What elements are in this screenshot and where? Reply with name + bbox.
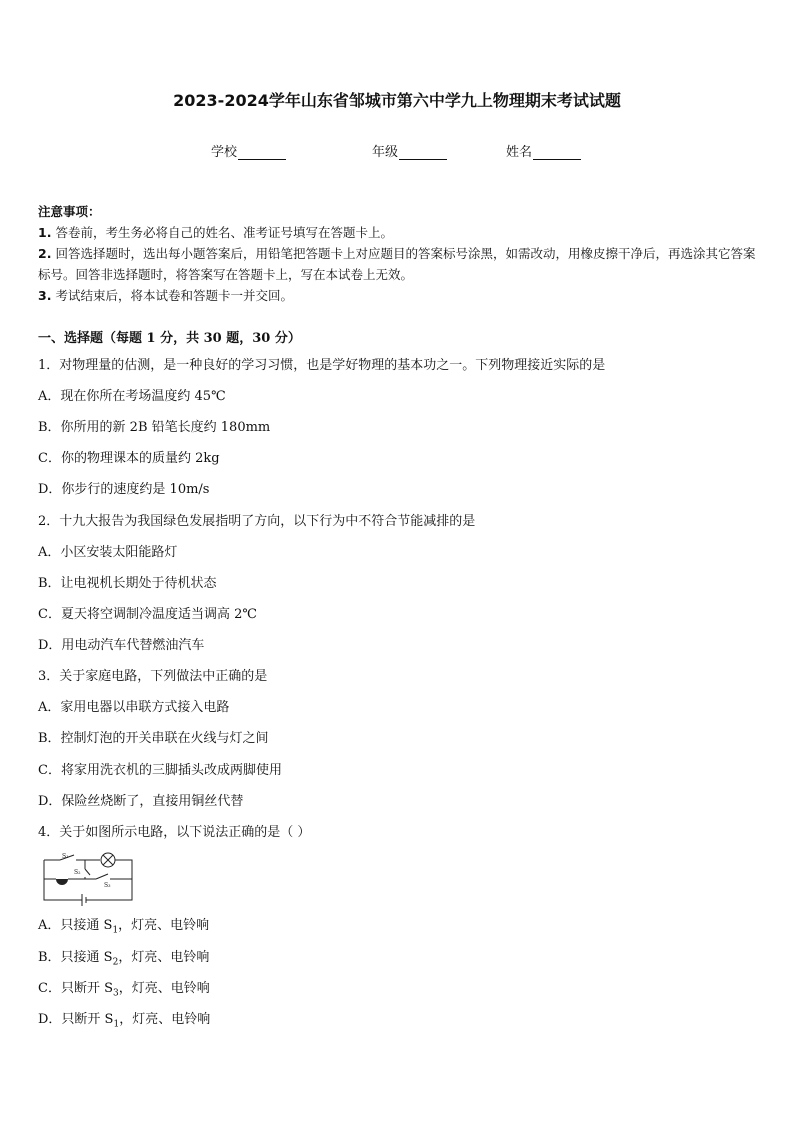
school-blank [238,147,286,160]
name-blank [533,147,581,160]
name-field [506,141,581,160]
question-stem: 4．关于如图所示电路，以下说法正确的是（ ） [38,825,311,840]
question-stem: 3．关于家庭电路，下列做法中正确的是 [38,669,268,684]
grade-blank [399,147,447,160]
option-d: D．你步行的速度约是 10m/s [38,482,210,497]
option-c: C．你的物理课本的质量约 2kg [38,451,220,466]
name-label: 姓名 [506,145,533,160]
option-a: A．只接通 $S_1$，灯亮、电铃响 [38,918,210,936]
s3-label: S₃ [104,882,111,889]
option-b: B．让电视机长期处于待机状态 [38,576,217,591]
option-a: A．家用电器以串联方式接入电路 [38,700,230,715]
option-b: B．你所用的新 2B 铅笔长度约 180mm [38,420,271,435]
notice-item: 2. 回答选择题时，选出每小题答案后，用铅笔把答题卡上对应题目的答案标号涂黑，如需改动，用橡皮擦干净后，再选涂其它答案标号。回答非选择题时，将答案写在答题卡上，写在本试卷上无效。 [38,246,756,282]
document-title: 2023-2024学年山东省邹城市第六中学九上物理期末考试试题 [173,91,621,110]
notice-item: 1. 答卷前，考生务必将自己的姓名、准考证号填写在答题卡上。 [38,225,393,240]
option-d: D．用电动汽车代替燃油汽车 [38,638,205,653]
s2-label: S₂ [74,869,81,876]
option-d: D．保险丝烧断了，直接用铜丝代替 [38,794,244,809]
school-label: 学校 [211,145,238,160]
s1-label: S₁ [62,853,69,860]
notice-block [38,201,760,306]
circuit-diagram [38,850,136,906]
option-c: C．夏天将空调制冷温度适当调高 2℃ [38,607,257,622]
notice-heading: 注意事项： [38,204,101,219]
option-c: C．只断开 $S_3$，灯亮、电铃响 [38,981,210,999]
section-heading: 一、选择题（每题 1 分，共 30 题，30 分） [38,331,301,346]
option-b: B．只接通 $S_2$，灯亮、电铃响 [38,950,210,968]
grade-field [372,141,447,160]
option-b: B．控制灯泡的开关串联在火线与灯之间 [38,731,269,746]
school-field [211,141,286,160]
grade-label: 年级 [372,145,399,160]
option-d: D．只断开 $S_1$，灯亮、电铃响 [38,1012,211,1030]
question-stem: 1．对物理量的估测，是一种良好的学习习惯，也是学好物理的基本功之一。下列物理接近实际的是 [38,358,606,373]
question-stem: 2．十九大报告为我国绿色发展指明了方向，以下行为中不符合节能减排的是 [38,514,476,529]
option-a: A．现在你所在考场温度约 45℃ [38,389,226,404]
bell-icon [56,879,68,885]
option-c: C．将家用洗衣机的三脚插头改成两脚使用 [38,763,282,778]
option-a: A．小区安装太阳能路灯 [38,545,178,560]
notice-item: 3. 考试结束后，将本试卷和答题卡一并交回。 [38,288,293,303]
